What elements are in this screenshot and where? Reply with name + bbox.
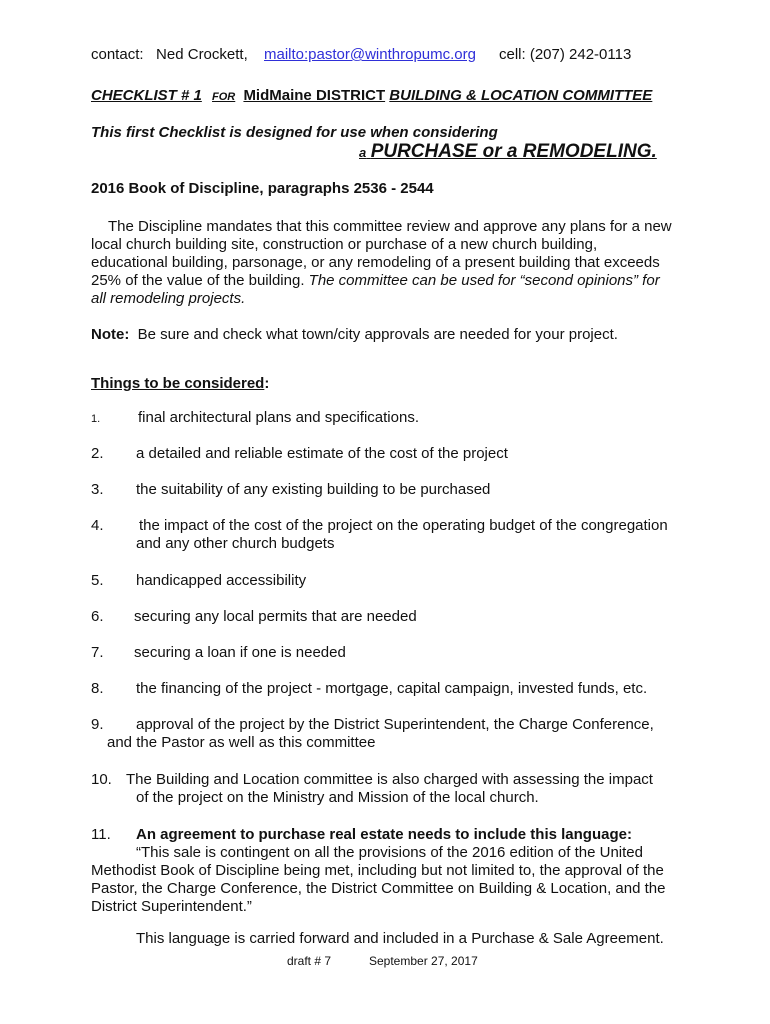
- subtitle-prefix: a: [359, 145, 367, 160]
- item-number: 6.: [91, 608, 104, 625]
- heading-district: MidMaine DISTRICT: [243, 87, 386, 104]
- item-number: 10.: [91, 771, 112, 788]
- list-item: [91, 481, 490, 498]
- item-text: approval of the project by the District Superintendent, the Charge Conference,: [136, 716, 654, 733]
- list-item: [91, 445, 508, 462]
- item-number: 5.: [91, 572, 104, 589]
- list-item: [91, 608, 417, 625]
- item-text: securing a loan if one is needed: [134, 644, 346, 661]
- item-continuation: and any other church budgets: [136, 535, 335, 552]
- heading-committee: BUILDING & LOCATION COMMITTEE: [389, 87, 653, 104]
- footer-date: September 27, 2017: [369, 954, 478, 968]
- item-11-bold: An agreement to purchase real estate needs to include this language:: [136, 826, 632, 843]
- subtitle-main: PURCHASE or a REMODELING.: [370, 141, 657, 162]
- item-number: 2.: [91, 445, 104, 462]
- list-item: [91, 680, 647, 697]
- quote-line-1: “This sale is contingent on all the provisions of the 2016 edition of the United: [136, 844, 643, 861]
- item-number: 8.: [91, 680, 104, 697]
- intro-line-4-italic: The committee can be used for “second opinions” for: [308, 272, 660, 289]
- cell-phone: cell: (207) 242-0113: [499, 46, 632, 63]
- note-label: Note:: [91, 326, 130, 343]
- item-number: 4.: [91, 517, 104, 534]
- checklist-heading: [91, 87, 652, 104]
- things-heading: [91, 375, 269, 392]
- intro-line-4: [91, 272, 660, 289]
- item-number: 9.: [91, 716, 104, 733]
- list-item: [91, 409, 419, 426]
- item-text: a detailed and reliable estimate of the cost of the project: [136, 445, 508, 462]
- note-text: Be sure and check what town/city approvals are needed for your project.: [137, 326, 618, 343]
- book-reference: 2016 Book of Discipline, paragraphs 2536 - 2544: [91, 180, 434, 197]
- item-text: the suitability of any existing building to be purchased: [136, 481, 491, 498]
- list-item: [91, 517, 668, 534]
- item-text: The Building and Location committee is also charged with assessing the impact: [126, 771, 653, 788]
- checklist-number: CHECKLIST # 1: [91, 87, 202, 104]
- item-number: 7.: [91, 644, 104, 661]
- subtitle-line-2: [359, 141, 657, 163]
- contact-label: contact:: [91, 46, 144, 63]
- things-heading-colon: :: [264, 375, 270, 392]
- quote-line-3: Pastor, the Charge Conference, the District Committee on Building & Location, and the: [91, 880, 666, 897]
- item-text: securing any local permits that are needed: [134, 608, 417, 625]
- item-number: 3.: [91, 481, 104, 498]
- item-text: handicapped accessibility: [136, 572, 307, 589]
- intro-line-5: all remodeling projects.: [91, 290, 246, 307]
- contact-name: Ned Crockett,: [156, 46, 248, 63]
- item-continuation: and the Pastor as well as this committee: [107, 734, 376, 751]
- closing-text: This language is carried forward and included in a Purchase & Sale Agreement.: [136, 930, 664, 947]
- heading-for: FOR: [212, 91, 236, 103]
- note: [91, 326, 618, 343]
- intro-line-4-plain: 25% of the value of the building.: [91, 272, 305, 289]
- quote-line-4: District Superintendent.”: [91, 898, 252, 915]
- subtitle-line-1: This first Checklist is designed for use when considering: [91, 124, 498, 141]
- contact-line: [91, 46, 248, 63]
- list-item: [91, 644, 346, 661]
- list-item: [91, 572, 306, 589]
- quote-line-2: Methodist Book of Discipline being met, including but not limited to, the approval of the: [91, 862, 664, 879]
- item-text: the financing of the project - mortgage, capital campaign, invested funds, etc.: [136, 680, 648, 697]
- item-text: the impact of the cost of the project on the operating budget of the congregation: [139, 517, 668, 534]
- email-link[interactable]: mailto:pastor@winthropumc.org: [264, 46, 476, 63]
- intro-line-2: local church building site, construction or purchase of a new church building,: [91, 236, 598, 253]
- footer-draft: draft # 7: [287, 954, 332, 968]
- item-text: final architectural plans and specifications.: [138, 409, 419, 426]
- intro-line-3: educational building, parsonage, or any remodeling of a present building that exceeds: [91, 254, 660, 271]
- intro-line-1: The Discipline mandates that this committee review and approve any plans for a new: [108, 218, 672, 235]
- list-item-11: [91, 826, 632, 843]
- list-item: [91, 716, 654, 733]
- item-number: 1.: [91, 413, 101, 425]
- list-item: [91, 771, 653, 788]
- things-heading-text: Things to be considered: [91, 375, 265, 392]
- item-continuation: of the project on the Ministry and Mission of the local church.: [136, 789, 539, 806]
- item-number: 11.: [91, 826, 111, 843]
